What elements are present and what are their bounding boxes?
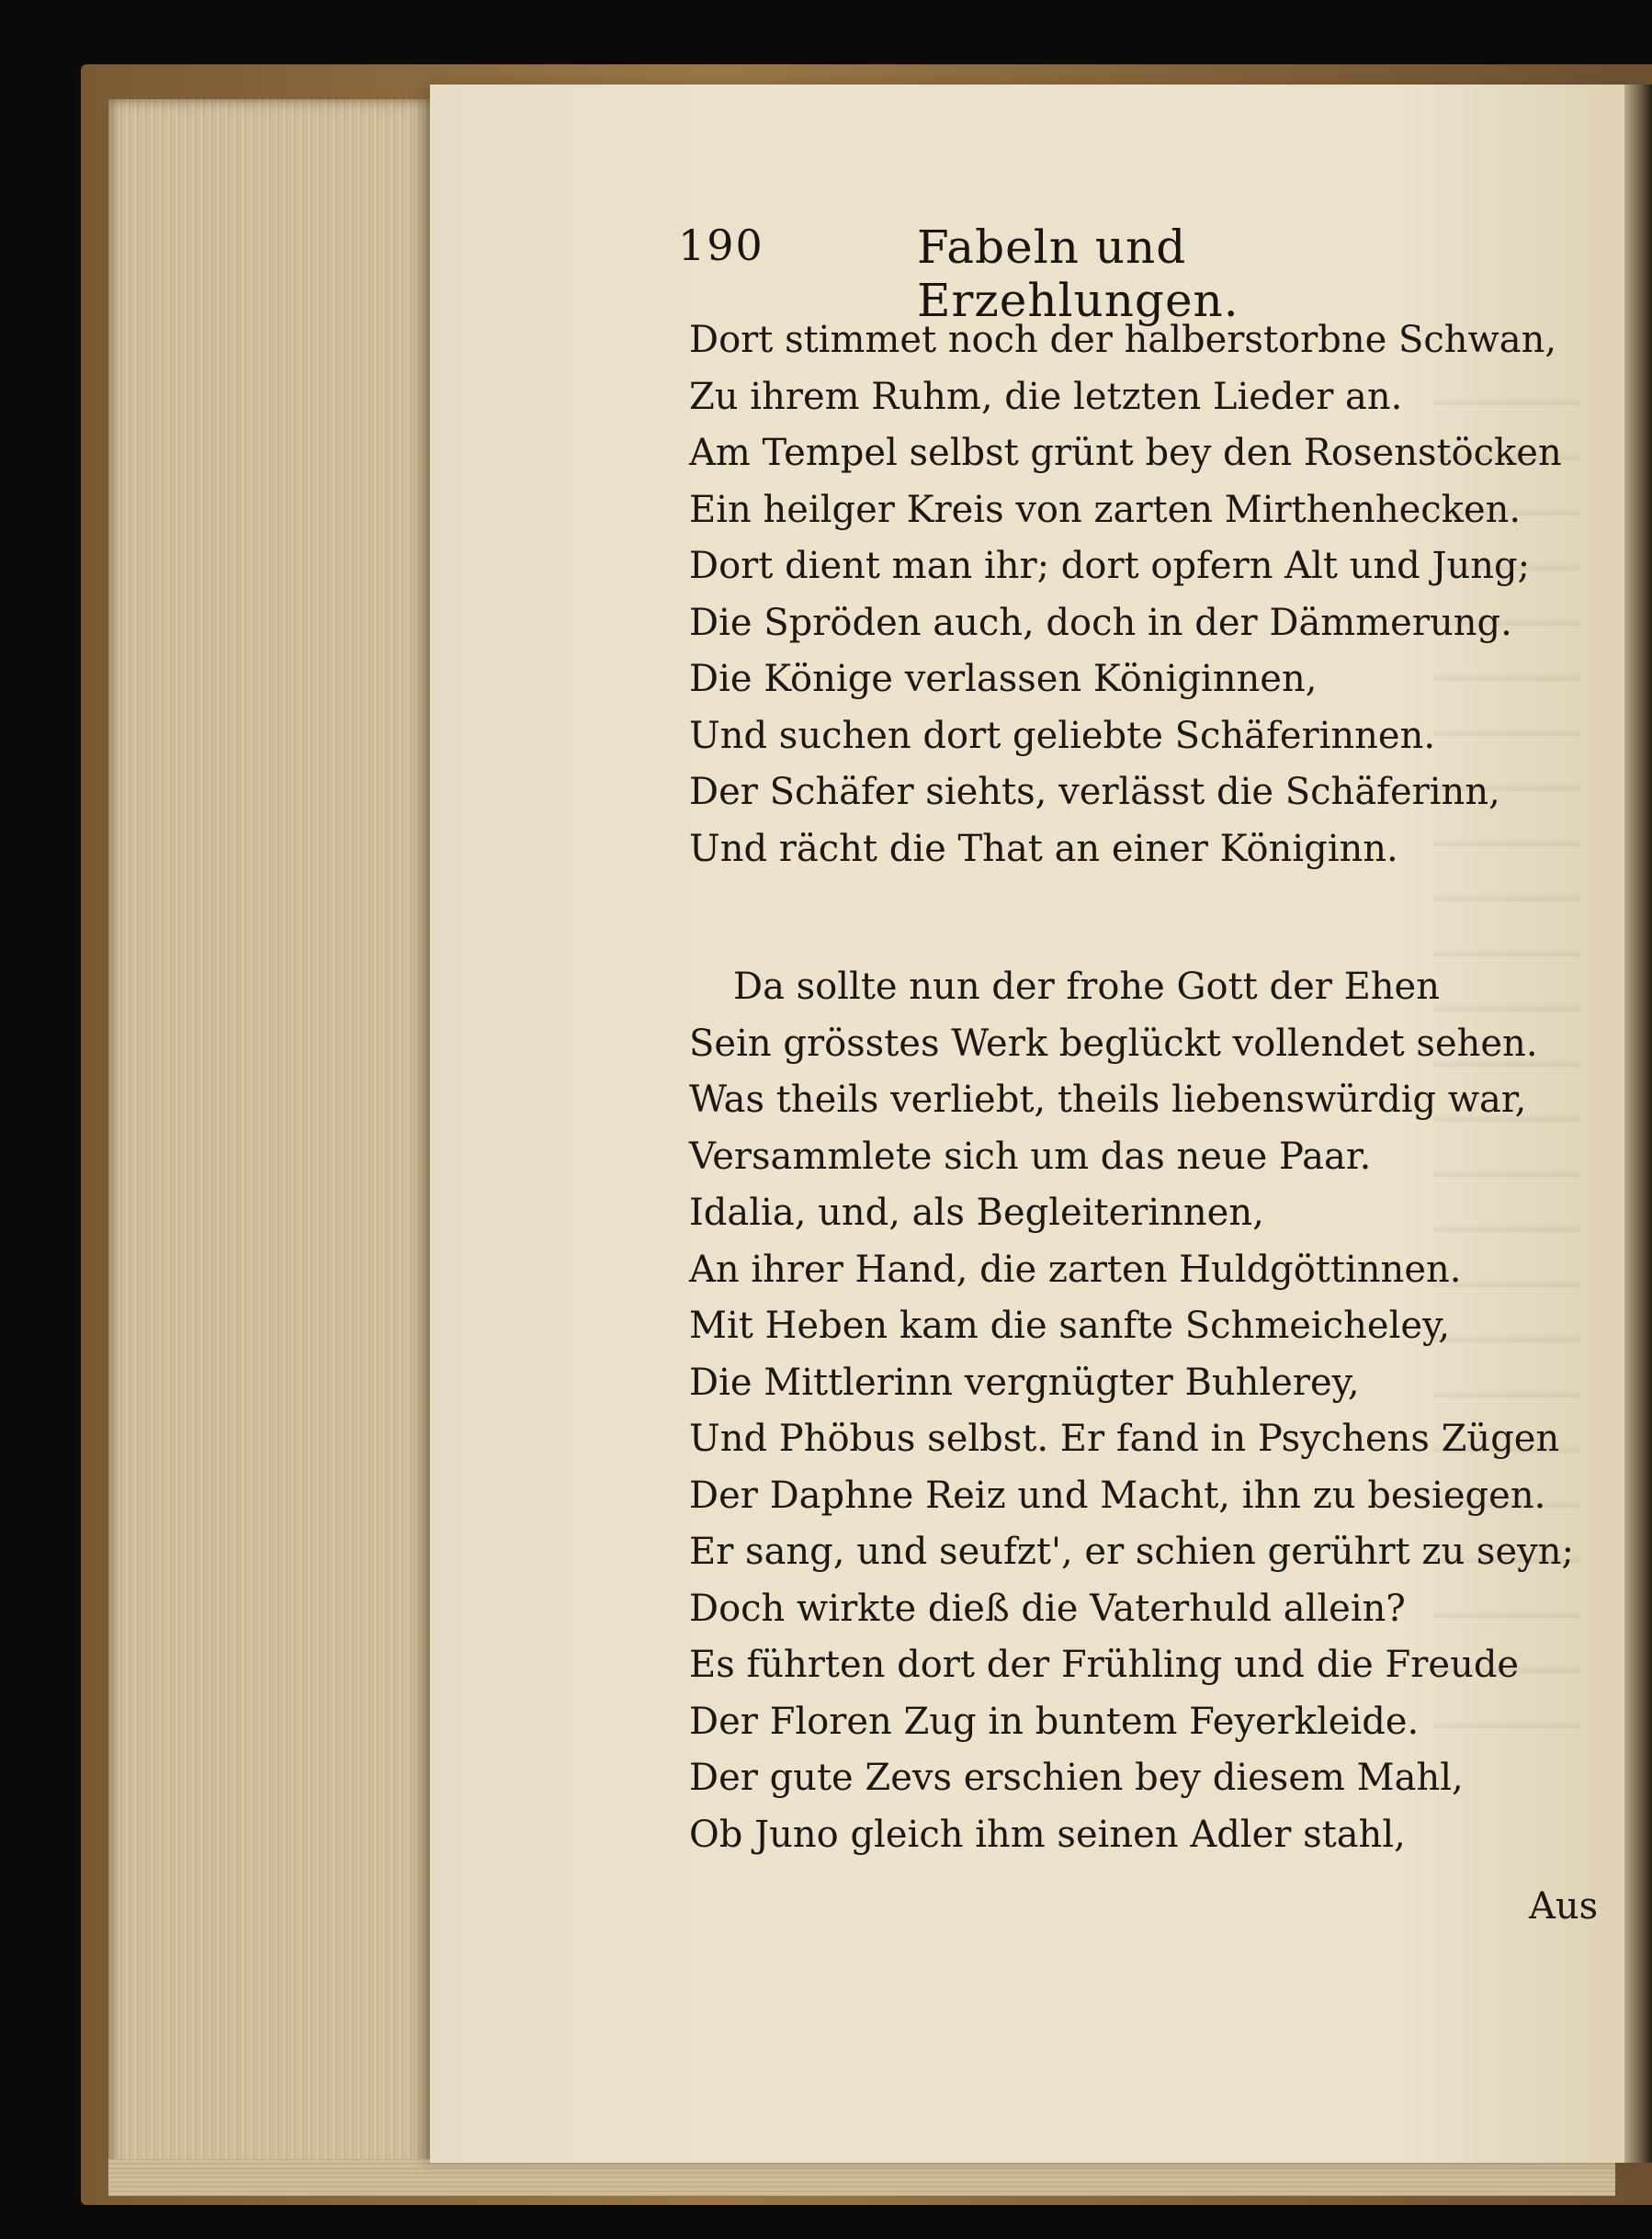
- poem-text: [689, 312, 1574, 1863]
- page-header: [678, 221, 1468, 327]
- running-title: Fabeln und Erzehlungen.: [917, 221, 1239, 327]
- verse-line: Zu ihrem Ruhm, die letzten Lieder an.: [689, 375, 1403, 418]
- verse-line: Der gute Zevs erschien bey diesem Mahl,: [689, 1757, 1464, 1799]
- verse-line: Und Phöbus selbst. Er fand in Psychens Zügen: [689, 1418, 1560, 1460]
- page-number: 190: [678, 221, 764, 270]
- verse-line: Die Mittlerinn vergnügter Buhlerey,: [689, 1361, 1360, 1404]
- verse-line: Am Tempel selbst grünt bey den Rosenstöcken: [689, 432, 1562, 474]
- verse-line: Da sollte nun der frohe Gott der Ehen: [733, 966, 1440, 1008]
- book-bottom-edges: [108, 2159, 1615, 2196]
- verse-line: Ob Juno gleich ihm seinen Adler stahl,: [689, 1813, 1406, 1856]
- verse-line: Ein heilger Kreis von zarten Mirthenhecken.: [689, 488, 1522, 531]
- verse-line: Und suchen dort geliebte Schäferinnen.: [689, 714, 1436, 757]
- book-page-edges: [108, 99, 432, 2183]
- verse-line: Sein grösstes Werk beglückt vollendet sehen.: [689, 1022, 1538, 1065]
- verse-line: Idalia, und, als Begleiterinnen,: [689, 1192, 1264, 1234]
- verse-line: An ihrer Hand, die zarten Huldgöttinnen.: [689, 1248, 1462, 1291]
- verse-line: Was theils verliebt, theils liebenswürdig war,: [689, 1079, 1527, 1121]
- verse-line: Es führten dort der Frühling und die Freude: [689, 1644, 1520, 1686]
- verse-line: Der Floren Zug in buntem Feyerkleide.: [689, 1700, 1420, 1743]
- verse-line: Die Spröden auch, doch in der Dämmerung.: [689, 601, 1512, 644]
- verse-line: Doch wirkte dieß die Vaterhuld allein?: [689, 1587, 1406, 1630]
- verse-line: Die Könige verlassen Königinnen,: [689, 658, 1318, 700]
- stanza-2: [689, 959, 1574, 1863]
- verse-line: Versammlete sich um das neue Paar.: [689, 1135, 1372, 1178]
- stanza-1: [689, 312, 1562, 877]
- verse-line: Mit Heben kam die sanfte Schmeicheley,: [689, 1305, 1451, 1347]
- verse-line: Und rächt die That an einer Königinn.: [689, 827, 1398, 870]
- verse-line: Dort stimmet noch der halberstorbne Schwan,: [689, 319, 1557, 361]
- catchword: Aus: [1529, 1885, 1599, 1928]
- verse-line: Der Schäfer siehts, verlässt die Schäferinn,: [689, 771, 1500, 813]
- verse-line: Dort dient man ihr; dort opfern Alt und Jung;: [689, 545, 1531, 587]
- book-gutter: [1624, 85, 1652, 2163]
- verse-line: Der Daphne Reiz und Macht, ihn zu besiegen.: [689, 1474, 1546, 1517]
- verse-line: Er sang, und seufzt', er schien gerührt zu seyn;: [689, 1531, 1574, 1573]
